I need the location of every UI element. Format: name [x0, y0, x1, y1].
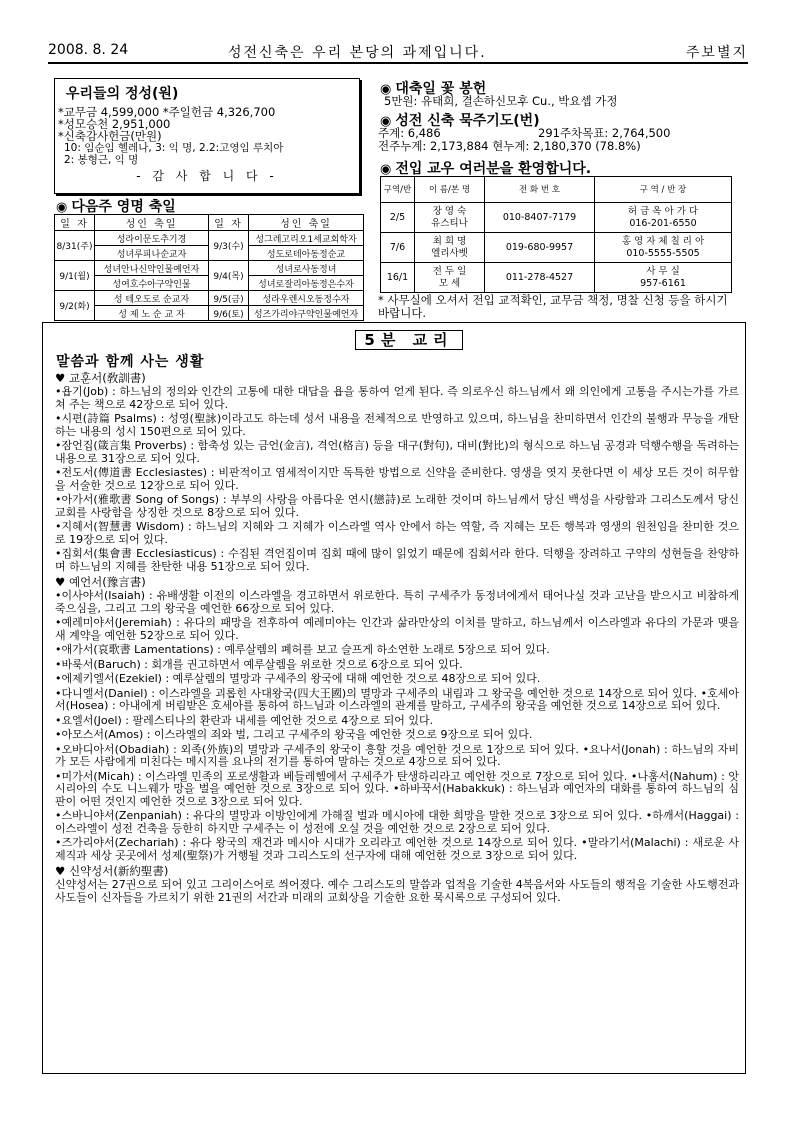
doctrine-item: •전도서(傳道書 Ecclesiastes) : 비판적이고 염세적이지만 독특한 방법으로 신약을 준비한다. 영생을 엿지 못한다면 이 세상 모든 것이 허무함을 서술한 것으로 12장으로 되어 있다.	[55, 466, 739, 492]
col-header: 이 름/본 명	[415, 177, 485, 203]
doctrine-item: •요엘서(Joel) : 팔레스티나의 환란과 내세를 예언한 것으로 4장으로 되어 있다.	[55, 713, 434, 727]
doctrine-heading: 말씀과 함께 사는 생활	[56, 354, 205, 370]
doctrine-item: •아모스서(Amos) : 이스라엘의 죄와 벌, 그리고 구세주의 왕국을 예언한 것으로 9장으로 되어 있다.	[55, 728, 533, 741]
col-header: 일 자	[55, 215, 95, 231]
doctrine-box	[42, 322, 746, 1074]
table-cell: 011-278-4527	[485, 263, 595, 293]
doctrine-item: •즈가리야서(Zechariah) : 유다 왕국의 재건과 메시아 시대가 오리라고 예언한 것으로 14장으로 되어 있다. •말라기서(Malachi) : 새로운 사제직과 세상 곳곳에서 성제(聖祭)가 거행될 것과 그리스도의 선구자에 대해 예언한 것으로 3장으로 되어 있다.	[55, 836, 739, 862]
doctrine-item: •집회서(集會書 Ecclesiasticus) : 수집된 격언집이며 집회 때에 많이 읽었기 때문에 집회서라 한다. 덕행을 장려하고 구약의 성현들을 찬양하며 하느님의 지혜를 찬탄한 내용 51장으로 되어 있다.	[55, 547, 739, 573]
table-cell: 9/5(금)	[209, 291, 249, 306]
table-cell: 최 희 명 엘리사벳	[415, 233, 485, 263]
table-row	[55, 306, 364, 321]
flowers-text: 5만원: 유태희, 결손하신모후 Cu., 박요셉 가정	[384, 94, 618, 108]
prayer-totals: 전주누계: 2,173,884 현누계: 2,180,370 (78.8%)	[378, 139, 641, 153]
table-cell: 010-8407-7179	[485, 203, 595, 233]
offering-box	[54, 78, 360, 194]
bulletin-date: 2008. 8. 24	[48, 42, 129, 58]
offering-sub-line: 2: 봉형근, 익 명	[64, 154, 139, 166]
doctrine-item: •이사야서(Isaiah) : 유배생활 이전의 이스라엘을 경고하면서 위로한다. 특히 구세주가 동정녀에게서 태어나실 것과 고난을 받으시고 비참하게 죽으심을, 그리고 그의 왕국을 예언한 66장으로 되어 있다.	[55, 589, 739, 615]
table-cell: 허 금 옥 아 가 다 016-201-6550	[595, 203, 732, 233]
prayer-title: 성전 신축 묵주기도(번)	[395, 113, 540, 129]
offering-title: 우리들의 정성(원)	[66, 86, 179, 102]
table-cell: 16/1	[381, 263, 415, 293]
memorial-table	[54, 214, 364, 321]
bulletin-motto: 성전신축은 우리 본당의 과제입니다.	[228, 45, 487, 61]
doctrine-item: •미가서(Micah) : 이스라엘 민족의 포로생활과 베들레헴에서 구세주가 탄생하리라고 예언한 것으로 7장으로 되어 있다. •나훔서(Nahum) : 앗시리아의 수도 니느웨가 망을 벌을 예언한 것으로 3장으로 되어 있다. •하바꾹서(Habakkuk) : 하느님과 예언자의 대화를 통하여 하느님의 심판이 어떤 것인지 예언한 것으로 3장으로 되어 있다.	[55, 769, 739, 808]
table-cell: 성녀로사동정녀	[249, 261, 364, 276]
table-cell: 019-680-9957	[485, 233, 595, 263]
table-cell: 9/3(수)	[209, 231, 249, 261]
doctrine-item: •에제키엘서(Ezekiel) : 예루살렘의 멸망과 구세주의 왕국에 대해 예언한 것으로 48장으로 되어 있다.	[55, 672, 541, 685]
bullet-icon: ◉	[380, 162, 392, 177]
doctrine-category: ♥ 예언서(豫言書)	[55, 575, 146, 589]
table-cell: 성라이문도추기경	[95, 231, 209, 246]
doctrine-item: •아가서(雅歌書 Song of Songs) : 부부의 사랑을 아름다운 연시(戀詩)로 노래한 것이며 하느님께서 당신 백성을 사랑함과 그리스도께서 당신 교회를 사랑함을 상징한 것으로 8장으로 되어 있다.	[55, 493, 739, 519]
doctrine-item: 신약성서는 27권으로 되어 있고 그리이스어로 씌어졌다. 예수 그리스도의 말씀과 업적을 기술한 4복음서와 사도들의 행적을 기술한 사도행전과 사도들이 신자들을 가르치기 위한 21권의 서간과 미래의 교회상을 기술한 요한 묵시록으로 구성되어 있다.	[55, 878, 739, 904]
col-header: 일 자	[209, 215, 249, 231]
offering-line: *성모승천 2,951,000	[58, 117, 171, 131]
table-cell: 성여호수아구약인물	[95, 276, 209, 291]
table-row	[381, 263, 732, 293]
col-header: 전 화 번 호	[485, 177, 595, 203]
page-header	[48, 36, 748, 64]
table-row	[381, 203, 732, 233]
doctrine-item: •예레미야서(Jeremiah) : 유다의 패망을 전후하여 예레미야는 인간과 삶라만상의 이치를 말하고, 하느님께서 이스라엘과 유다의 가문과 맺을 새 계약을 예언한 52장으로 되어 있다.	[55, 616, 739, 642]
table-cell: 9/1(월)	[55, 261, 95, 291]
newcomer-note: * 사무실에 오셔서 전입 교적확인, 교무금 책정, 명찰 신청 등을 하시기 바랍니다.	[378, 293, 728, 320]
table-cell: 사 무 실 957-6161	[595, 263, 732, 293]
table-cell: 성녀안나신약인물예언자	[95, 261, 209, 276]
bullet-icon: ◉	[56, 200, 68, 215]
doctrine-item: •스바니야서(Zenpaniah) : 유다의 멸망과 이방인에게 가해질 벌과 메시아에 대한 희망을 말한 것으로 3장으로 되어 있다. •하깨서(Haggai) : 이스라엘이 성전 건축을 등한히 하지만 구세주는 이 성전에 오실 것을 예언한 것으로 2장으로 되어 있다.	[55, 809, 739, 835]
memorial-section-title	[56, 196, 176, 216]
doctrine-title: 5분 교리	[355, 330, 463, 350]
doctrine-item: •오바디아서(Obadiah) : 외족(外族)의 멸망과 구세주의 왕국이 흥할 것을 예언한 것으로 1장으로 되어 있다. •요나서(Jonah) : 하느님의 자비가 모든 사람에게 미친다는 메시지를 요나의 전기를 통하여 말하는 것으로 4장으로 되어 있다.	[55, 742, 739, 768]
table-cell: 성 테오도로 순교자	[95, 291, 209, 306]
table-cell: 성녀로잘리아동정은수자	[249, 276, 364, 291]
doctrine-item: •지혜서(智慧書 Wisdom) : 하느님의 지혜와 그 지혜가 이스라엘 역사 안에서 하는 역할, 즉 지혜는 모든 행복과 영생의 원천임을 찬미한 것으로 19장으로 되어 있다.	[55, 520, 739, 546]
doctrine-category: ♥ 교훈서(敎訓書)	[55, 371, 146, 385]
doctrine-body	[55, 371, 739, 906]
memorial-title: 다음주 영명 축일	[71, 199, 176, 215]
prayer-week-count: 주계: 6,486	[378, 126, 441, 140]
welcome-title: 전입 교우 여러분을 환영합니다.	[395, 161, 592, 177]
bulletin-name: 주보별지	[685, 45, 748, 61]
flowers-title: 대축일 꽃 봉헌	[395, 81, 487, 97]
table-cell: 2/5	[381, 203, 415, 233]
table-cell: 9/6(토)	[209, 306, 249, 321]
doctrine-item: •욥기(Job) : 하느님의 정의와 인간의 고통에 대한 대답을 욥을 통하여 얻게 된다. 즉 의로우신 하느님께서 왜 의인에게 고통을 주시는가를 가르쳐 주는 책으로 42장으로 되어 있다.	[55, 385, 739, 411]
doctrine-item: •바룩서(Baruch) : 회개를 권고하면서 예루살렘을 위로한 것으로 6장으로 되어 있다.	[55, 657, 463, 671]
col-header: 구 역 / 반 장	[595, 177, 732, 203]
col-header: 성인 축일	[95, 215, 209, 231]
col-header: 성인 축일	[249, 215, 364, 231]
table-cell: 성라우렌시오동정수자	[249, 291, 364, 306]
doctrine-item: •애가서(哀歌書 Lamentations) : 예루살렘의 폐허를 보고 슬프게 하소연한 노래로 5장으로 되어 있다.	[55, 643, 550, 656]
doctrine-item: •시편(詩篇 Psalms) : 성영(聖詠)이라고도 하는데 성서 내용을 전체적으로 반영하고 있으며, 하느님을 찬미하면서 인간의 불행과 무능을 개탄하는 내용의 성시 150편으로 되어 있다.	[55, 412, 739, 438]
prayer-target: 291주차목표: 2,764,500	[538, 126, 671, 140]
table-cell: 전 두 일 모 세	[415, 263, 485, 293]
table-row	[55, 291, 364, 306]
offering-line: *신축감사헌금(만원)	[58, 129, 162, 143]
welcome-section-title	[380, 158, 591, 178]
offering-line: *교무금 4,599,000 *주일헌금 4,326,700	[58, 105, 276, 119]
table-cell: 성도로테아동정순교	[249, 246, 364, 261]
table-cell: 9/2(화)	[55, 291, 95, 321]
table-cell: 성즈가리야구약인물예언자	[249, 306, 364, 321]
offering-thanks: - 감 사 합 니 다 -	[136, 169, 278, 183]
bullet-icon: ◉	[380, 114, 392, 129]
table-row	[55, 231, 364, 246]
table-cell: 8/31(주)	[55, 231, 95, 261]
bullet-icon: ◉	[380, 82, 392, 97]
table-cell: 7/6	[381, 233, 415, 263]
doctrine-item: •다니엘서(Daniel) : 이스라엘을 괴롭힌 사대왕국(四大王國)의 멸망과 구세주의 내림과 그 왕국을 예언한 것으로 14장으로 되어 있다. •호세아서(Hosea) : 아내에게 버림받은 호세아를 통하여 하느님과 이스라엘의 관계를 말하고, 구세주의 왕국을 예언한 것으로 14장으로 되어 있다.	[55, 686, 739, 712]
table-header-row	[381, 177, 732, 203]
offering-sub-line: 10: 임순임 헬레나, 3: 익 명, 2.2:고영임 루치아	[64, 142, 284, 154]
table-cell: 성 제 노 순 교 자	[95, 306, 209, 321]
doctrine-item: •잠언집(箴言集 Proverbs) : 함축성 있는 금언(金言), 격언(格言) 등을 대구(對句), 대비(對比)의 형식으로 하느님 공경과 덕행수행을 독려하는 내용으로 31장으로 되어 있다.	[55, 439, 739, 465]
doctrine-category: ♥ 신약성서(新約聖書)	[55, 864, 169, 878]
table-cell: 장 영 숙 유스티나	[415, 203, 485, 233]
table-cell: 성그레고리오1세교회학자	[249, 231, 364, 246]
table-cell: 9/4(목)	[209, 261, 249, 291]
table-row	[381, 233, 732, 263]
table-row	[55, 261, 364, 276]
table-header-row	[55, 215, 364, 231]
table-cell: 홍 영 자 체 칠 리 아 010-5555-5505	[595, 233, 732, 263]
table-cell: 성녀루피나순교자	[95, 246, 209, 261]
col-header: 구역/반	[381, 177, 415, 203]
newcomer-table	[380, 176, 732, 293]
